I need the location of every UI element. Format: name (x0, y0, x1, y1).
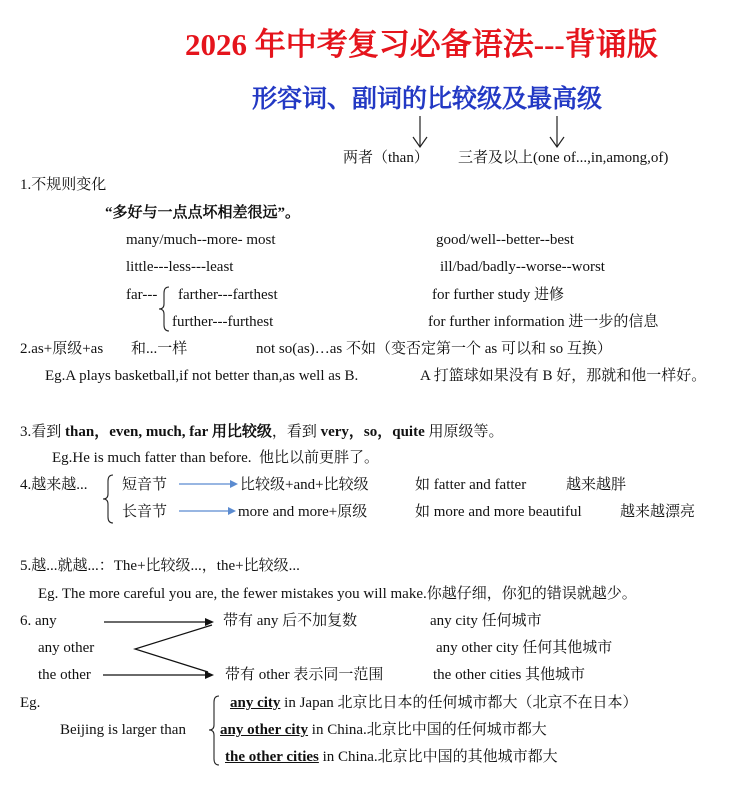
brace-syllables-icon (103, 475, 113, 523)
form-ill: ill/bad/badly--worse--worst (440, 259, 605, 275)
form-good: good/well--better--best (436, 232, 574, 248)
example-the-other-cities: the other cities 其他城市 (433, 667, 586, 683)
form-far: far--- (126, 287, 158, 303)
form-farther: farther---farthest (178, 287, 278, 303)
arrow-short-syllable-icon (179, 480, 238, 488)
completion-rest: in Japan 北京比日本的任何城市都大（北京不在日本） (280, 695, 638, 711)
arrow-the-other-icon (103, 671, 214, 679)
arrow-any-icon (104, 618, 214, 626)
section-3-example: Eg.He is much fatter than before. 他比以前更胖了。 (52, 450, 380, 466)
sentence-stem: Beijing is larger than (60, 722, 186, 738)
brace-far-icon (159, 287, 169, 331)
short-syllable-pattern: 比较级+and+比较级 (240, 477, 369, 493)
long-syllable-pattern: more and more+原级 (238, 504, 368, 520)
brace-examples-icon (209, 696, 219, 765)
page-title: 2026 年中考复习必备语法---背诵版 (185, 27, 658, 62)
section-6-heading: 6. any (20, 613, 57, 629)
long-syllable-label: 长音节 (122, 504, 168, 520)
form-little: little---less---least (126, 259, 234, 275)
form-further: further---furthest (172, 314, 274, 330)
scope-three-label: 三者及以上(one of...,in,among,of) (458, 150, 669, 166)
rule-other: 带有 other 表示同一范围 (225, 667, 384, 683)
section-4-heading: 4.越来越... (20, 477, 88, 493)
long-syllable-meaning: 越来越漂亮 (620, 504, 696, 520)
completion-phrase: any other city (220, 722, 309, 738)
section-1-mnemonic: “多好与一点点坏相差很远”。 (105, 205, 301, 221)
short-syllable-label: 短音节 (122, 477, 168, 493)
completion-phrase: the other cities (225, 749, 319, 765)
page-subtitle: 形容词、副词的比较级及最高级 (252, 86, 603, 113)
long-syllable-example: 如 more and more beautiful (415, 504, 582, 520)
section-2-heading: 2.as+原级+as (20, 341, 104, 357)
section-3-rule-part: 用原级等。 (424, 424, 504, 440)
completion-rest: in China.北京比中国的任何城市都大 (308, 722, 547, 738)
term-the-other: the other (38, 667, 91, 683)
down-arrow-three-icon (550, 116, 564, 147)
rule-any: 带有 any 后不加复数 (223, 613, 358, 629)
example-any-city: any city 任何城市 (430, 613, 542, 629)
section-2-meaning: 和...一样 (131, 341, 188, 357)
completion-phrase: any city (230, 695, 281, 711)
short-syllable-example: 如 fatter and fatter (415, 477, 527, 493)
arrow-long-syllable-icon (179, 507, 236, 515)
section-2-negative: not so(as)…as 不如（变否定第一个 as 可以和 so 互换） (256, 341, 612, 357)
section-5-heading: 5.越...就越...：The+比较级...，the+比较级... (20, 558, 300, 574)
section-3-comparative-cues: than，even, much, far 用比较级 (65, 424, 272, 440)
section-1-heading: 1.不规则变化 (20, 177, 107, 193)
example-any-other-city: any other city 任何其他城市 (436, 640, 613, 656)
down-arrow-two-icon (413, 116, 427, 147)
short-syllable-meaning: 越来越胖 (566, 477, 627, 493)
usage-further-study: for further study 进修 (432, 287, 565, 303)
section-5-example: Eg. The more careful you are, the fewer mistakes you will make.你越仔细，你犯的错误就越少。 (38, 586, 637, 602)
section-2-example-en: Eg.A plays basketball,if not better than,as well as B. (45, 368, 359, 384)
section-3-rule-part: ，看到 (271, 424, 321, 440)
section-3-positive-cues: very，so，quite (320, 424, 425, 440)
form-many: many/much--more- most (126, 232, 276, 248)
section-2-example-zh: A 打篮球如果没有 B 好，那就和他一样好。 (420, 368, 707, 384)
term-any-other: any other (38, 640, 95, 656)
scope-two-label: 两者（than） (343, 150, 429, 166)
zigzag-connector-icon (135, 625, 212, 672)
usage-further-information: for further information 进一步的信息 (428, 314, 659, 330)
section-3-rule-part: 3.看到 (20, 424, 66, 440)
eg-label: Eg. (20, 695, 41, 711)
completion-rest: in China.北京比中国的其他城市都大 (318, 749, 558, 765)
